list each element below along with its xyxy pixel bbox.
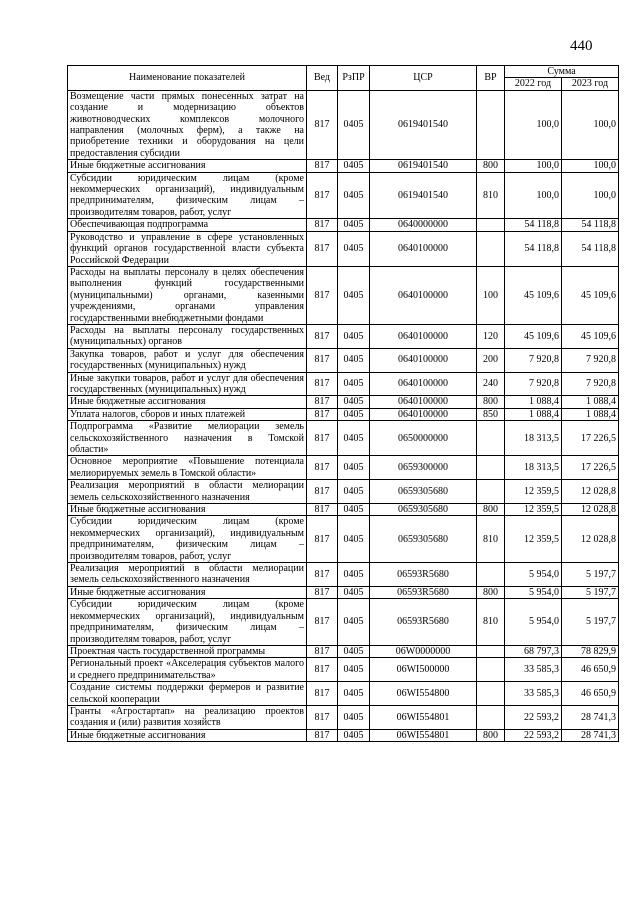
csr-code: 0640100000 [370,266,477,324]
amount-2023: 5 197,7 [562,599,619,646]
amount-2023: 1 088,4 [562,396,619,408]
vr-code: 100 [477,266,505,324]
csr-code: 0640100000 [370,231,477,266]
amount-2022: 54 118,8 [505,219,562,231]
header-rzpr: РзПР [338,66,370,91]
csr-code: 06WI500000 [370,658,477,682]
indicator-name: Подпрограмма «Развитие мелиорации земель сельскохозяйственного назначения в Томской области» [68,421,307,456]
amount-2023: 78 829,9 [562,645,619,657]
header-ved: Вед [307,66,338,91]
vr-code [477,231,505,266]
csr-code: 0659305680 [370,516,477,563]
vr-code: 800 [477,729,505,741]
table-row [68,504,619,516]
indicator-name: Субсидии юридическим лицам (кроме некоммерческих организаций), индивидуальным предпринимателям, физическим лицам – производителям товаров, работ, услуг [68,516,307,563]
amount-2023: 54 118,8 [562,219,619,231]
ved-code: 817 [307,504,338,516]
amount-2022: 68 797,3 [505,645,562,657]
ved-code: 817 [307,729,338,741]
ved-code: 817 [307,348,338,372]
csr-code: 0640100000 [370,396,477,408]
table-row [68,372,619,396]
amount-2023: 7 920,8 [562,372,619,396]
amount-2023: 12 028,8 [562,504,619,516]
vr-code: 810 [477,172,505,219]
vr-code: 800 [477,396,505,408]
ved-code: 817 [307,599,338,646]
vr-code [477,645,505,657]
rzpr-code: 0405 [338,658,370,682]
ved-code: 817 [307,421,338,456]
amount-2022: 7 920,8 [505,348,562,372]
amount-2022: 5 954,0 [505,563,562,587]
ved-code: 817 [307,456,338,480]
table-row [68,480,619,504]
amount-2022: 18 313,5 [505,456,562,480]
header-2023: 2023 год [562,78,619,90]
table-row [68,729,619,741]
indicator-name: Возмещение части прямых понесенных затрат на создание и модернизацию объектов животноводческих комплексов молочного направления (молочных ферм), а также на приобретение техники и оборудования на цели предоставления субсидии [68,90,307,159]
table-row [68,586,619,598]
amount-2022: 1 088,4 [505,408,562,420]
csr-code: 0619401540 [370,90,477,159]
ved-code: 817 [307,160,338,172]
amount-2023: 12 028,8 [562,516,619,563]
amount-2022: 45 109,6 [505,266,562,324]
rzpr-code: 0405 [338,421,370,456]
vr-code: 850 [477,408,505,420]
amount-2023: 5 197,7 [562,563,619,587]
table-row [68,645,619,657]
rzpr-code: 0405 [338,266,370,324]
ved-code: 817 [307,408,338,420]
table-row [68,160,619,172]
vr-code [477,705,505,729]
indicator-name: Реализация мероприятий в области мелиорации земель сельскохозяйственного назначения [68,480,307,504]
vr-code [477,480,505,504]
table-row [68,705,619,729]
csr-code: 06W0000000 [370,645,477,657]
csr-code: 0650000000 [370,421,477,456]
amount-2023: 45 109,6 [562,266,619,324]
indicator-name: Иные бюджетные ассигнования [68,586,307,598]
amount-2022: 22 593,2 [505,705,562,729]
amount-2023: 17 226,5 [562,456,619,480]
rzpr-code: 0405 [338,563,370,587]
header-name: Наименование показателей [68,66,307,91]
indicator-name: Субсидии юридическим лицам (кроме некоммерческих организаций), индивидуальным предпринимателям, физическим лицам – производителям товаров, работ, услуг [68,599,307,646]
table-row [68,266,619,324]
rzpr-code: 0405 [338,231,370,266]
vr-code [477,90,505,159]
rzpr-code: 0405 [338,586,370,598]
vr-code: 810 [477,516,505,563]
vr-code: 810 [477,599,505,646]
amount-2023: 100,0 [562,172,619,219]
amount-2022: 45 109,6 [505,324,562,348]
indicator-name: Реализация мероприятий в области мелиорации земель сельскохозяйственного назначения [68,563,307,587]
ved-code: 817 [307,586,338,598]
indicator-name: Субсидии юридическим лицам (кроме некоммерческих организаций), индивидуальным предпринимателям, физическим лицам – производителям товаров, работ, услуг [68,172,307,219]
csr-code: 0640100000 [370,372,477,396]
indicator-name: Иные бюджетные ассигнования [68,160,307,172]
ved-code: 817 [307,90,338,159]
indicator-name: Гранты «Агростартап» на реализацию проектов создания и (или) развития хозяйств [68,705,307,729]
budget-table [67,65,619,742]
table-row [68,324,619,348]
csr-code: 0619401540 [370,172,477,219]
amount-2022: 12 359,5 [505,480,562,504]
vr-code: 800 [477,160,505,172]
ved-code: 817 [307,516,338,563]
table-row [68,456,619,480]
rzpr-code: 0405 [338,705,370,729]
rzpr-code: 0405 [338,324,370,348]
indicator-name: Расходы на выплаты персоналу государственных (муниципальных) органов [68,324,307,348]
amount-2023: 100,0 [562,160,619,172]
amount-2022: 18 313,5 [505,421,562,456]
rzpr-code: 0405 [338,372,370,396]
rzpr-code: 0405 [338,456,370,480]
csr-code: 06593R5680 [370,599,477,646]
rzpr-code: 0405 [338,504,370,516]
amount-2022: 12 359,5 [505,516,562,563]
csr-code: 06593R5680 [370,586,477,598]
ved-code: 817 [307,645,338,657]
ved-code: 817 [307,682,338,706]
rzpr-code: 0405 [338,516,370,563]
ved-code: 817 [307,231,338,266]
csr-code: 0640000000 [370,219,477,231]
vr-code: 120 [477,324,505,348]
ved-code: 817 [307,172,338,219]
indicator-name: Региональный проект «Акселерация субъектов малого и среднего предпринимательства» [68,658,307,682]
indicator-name: Основное мероприятие «Повышение потенциала мелиорируемых земель в Томской области» [68,456,307,480]
amount-2022: 100,0 [505,172,562,219]
csr-code: 0659300000 [370,456,477,480]
indicator-name: Расходы на выплаты персоналу в целях обеспечения выполнения функций государственными (муниципальными) органами, казенными учреждениями, органами управления государственными внебюджетными фондами [68,266,307,324]
table-row [68,219,619,231]
table-row [68,231,619,266]
table-body [68,90,619,741]
rzpr-code: 0405 [338,219,370,231]
amount-2023: 12 028,8 [562,480,619,504]
indicator-name: Иные бюджетные ассигнования [68,396,307,408]
table-row [68,90,619,159]
ved-code: 817 [307,372,338,396]
amount-2022: 1 088,4 [505,396,562,408]
ved-code: 817 [307,705,338,729]
indicator-name: Обеспечивающая подпрограмма [68,219,307,231]
vr-code: 240 [477,372,505,396]
ved-code: 817 [307,563,338,587]
csr-code: 06WI554800 [370,682,477,706]
vr-code: 800 [477,504,505,516]
rzpr-code: 0405 [338,729,370,741]
csr-code: 0619401540 [370,160,477,172]
csr-code: 0640100000 [370,408,477,420]
csr-code: 06WI554801 [370,729,477,741]
amount-2022: 100,0 [505,90,562,159]
amount-2023: 28 741,3 [562,729,619,741]
ved-code: 817 [307,324,338,348]
header-sum: Сумма [505,66,619,78]
rzpr-code: 0405 [338,160,370,172]
amount-2022: 7 920,8 [505,372,562,396]
amount-2023: 7 920,8 [562,348,619,372]
table-row [68,563,619,587]
amount-2023: 46 650,9 [562,682,619,706]
ved-code: 817 [307,396,338,408]
rzpr-code: 0405 [338,682,370,706]
table-row [68,396,619,408]
indicator-name: Иные бюджетные ассигнования [68,729,307,741]
rzpr-code: 0405 [338,90,370,159]
vr-code [477,658,505,682]
rzpr-code: 0405 [338,348,370,372]
ved-code: 817 [307,658,338,682]
indicator-name: Создание системы поддержки фермеров и развитие сельской кооперации [68,682,307,706]
amount-2022: 33 585,3 [505,658,562,682]
rzpr-code: 0405 [338,645,370,657]
ved-code: 817 [307,266,338,324]
table-row [68,408,619,420]
vr-code [477,456,505,480]
table-row [68,658,619,682]
amount-2022: 33 585,3 [505,682,562,706]
csr-code: 0659305680 [370,480,477,504]
vr-code: 800 [477,586,505,598]
rzpr-code: 0405 [338,408,370,420]
amount-2023: 1 088,4 [562,408,619,420]
rzpr-code: 0405 [338,599,370,646]
rzpr-code: 0405 [338,480,370,504]
csr-code: 06WI554801 [370,705,477,729]
vr-code [477,421,505,456]
amount-2022: 5 954,0 [505,586,562,598]
indicator-name: Руководство и управление в сфере установленных функций органов государственной власти субъекта Российской Федерации [68,231,307,266]
amount-2022: 12 359,5 [505,504,562,516]
vr-code [477,219,505,231]
amount-2022: 54 118,8 [505,231,562,266]
amount-2022: 22 593,2 [505,729,562,741]
vr-code [477,682,505,706]
amount-2023: 28 741,3 [562,705,619,729]
csr-code: 0640100000 [370,324,477,348]
ved-code: 817 [307,480,338,504]
header-2022: 2022 год [505,78,562,90]
indicator-name: Иные закупки товаров, работ и услуг для обеспечения государственных (муниципальных) нужд [68,372,307,396]
table-row [68,682,619,706]
vr-code: 200 [477,348,505,372]
amount-2023: 54 118,8 [562,231,619,266]
amount-2022: 5 954,0 [505,599,562,646]
vr-code [477,563,505,587]
rzpr-code: 0405 [338,396,370,408]
table-header [68,66,619,91]
csr-code: 06593R5680 [370,563,477,587]
indicator-name: Иные бюджетные ассигнования [68,504,307,516]
header-vr: ВР [477,66,505,91]
rzpr-code: 0405 [338,172,370,219]
csr-code: 0659305680 [370,504,477,516]
csr-code: 0640100000 [370,348,477,372]
header-csr: ЦСР [370,66,477,91]
amount-2023: 5 197,7 [562,586,619,598]
amount-2022: 100,0 [505,160,562,172]
table-row [68,516,619,563]
amount-2023: 17 226,5 [562,421,619,456]
table-row [68,421,619,456]
table-row [68,348,619,372]
indicator-name: Закупка товаров, работ и услуг для обеспечения государственных (муниципальных) нужд [68,348,307,372]
indicator-name: Проектная часть государственной программы [68,645,307,657]
ved-code: 817 [307,219,338,231]
table-row [68,599,619,646]
page-number: 440 [570,38,593,54]
amount-2023: 46 650,9 [562,658,619,682]
amount-2023: 100,0 [562,90,619,159]
amount-2023: 45 109,6 [562,324,619,348]
table-row [68,172,619,219]
indicator-name: Уплата налогов, сборов и иных платежей [68,408,307,420]
